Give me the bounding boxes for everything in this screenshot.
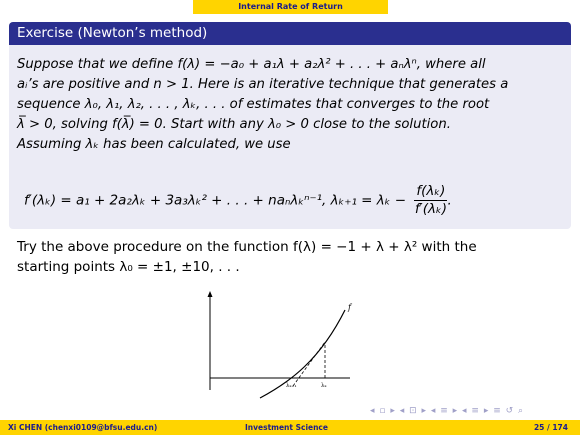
formula-left: f′(λₖ) = a₁ + 2a₂λₖ + 3a₃λₖ² + . . . + naₙλₖⁿ⁻¹, λₖ₊₁ = λₖ − (24, 192, 407, 209)
formula-denominator: f′(λₖ) (414, 201, 447, 217)
section-title: Internal Rate of Return (238, 2, 343, 11)
top-bar (0, 0, 580, 14)
footer-author-section (0, 420, 193, 435)
exercise-block-header (9, 22, 571, 45)
curve-label: f (348, 303, 351, 312)
instruction-line-1: Try the above procedure on the function f(λ) = −1 + λ + λ² with the (17, 239, 477, 255)
y-axis-arrow (208, 291, 213, 297)
footer-page-number: 25 / 174 (533, 423, 568, 432)
exercise-line-4: λ̅ > 0, solving f(λ̅) = 0. Start with any λ₀ > 0 close to the solution. (17, 117, 451, 132)
exercise-line-2: aᵢ’s are positive and n > 1. Here is an iterative technique that generates a (17, 77, 509, 92)
exercise-line-3: sequence λ₀, λ₁, λ₂, . . . , λₖ, . . . of estimates that converges to the root (17, 97, 490, 112)
formula-end: . (447, 192, 452, 209)
section-title-tab (193, 0, 388, 14)
function-curve (260, 310, 345, 398)
x-label-current: λₖ (321, 383, 327, 389)
exercise-line-1: Suppose that we define f(λ) = −a₀ + a₁λ + a₂λ² + . . . + aₙλⁿ, where all (17, 57, 486, 72)
x-label-next: λₖ₊₁ (286, 383, 297, 389)
exercise-line-5: Assuming λₖ has been calculated, we use (17, 137, 291, 152)
footer-bar (0, 420, 580, 435)
exercise-title: Exercise (Newton’s method) (17, 25, 208, 41)
footer-course: Investment Science (245, 423, 328, 432)
formula-fraction (414, 183, 447, 218)
footer-author: Xi CHEN (chenxi0109@bfsu.edu.cn) (8, 423, 158, 432)
tangent-line (293, 342, 325, 386)
beamer-navigation-icons[interactable]: ◂ ▫ ▸ ◂ ⊡ ▸ ◂ ≡ ▸ ◂ ≡ ▸ ≡ ↺ ⌕ (370, 406, 525, 416)
instruction-text (17, 237, 573, 277)
footer-course-section (193, 420, 387, 435)
newton-formula (24, 183, 452, 218)
newton-method-graph (200, 290, 360, 400)
formula-numerator: f(λₖ) (416, 183, 446, 199)
footer-page-section (387, 420, 580, 435)
instruction-line-2: starting points λ₀ = ±1, ±10, . . . (17, 259, 240, 275)
